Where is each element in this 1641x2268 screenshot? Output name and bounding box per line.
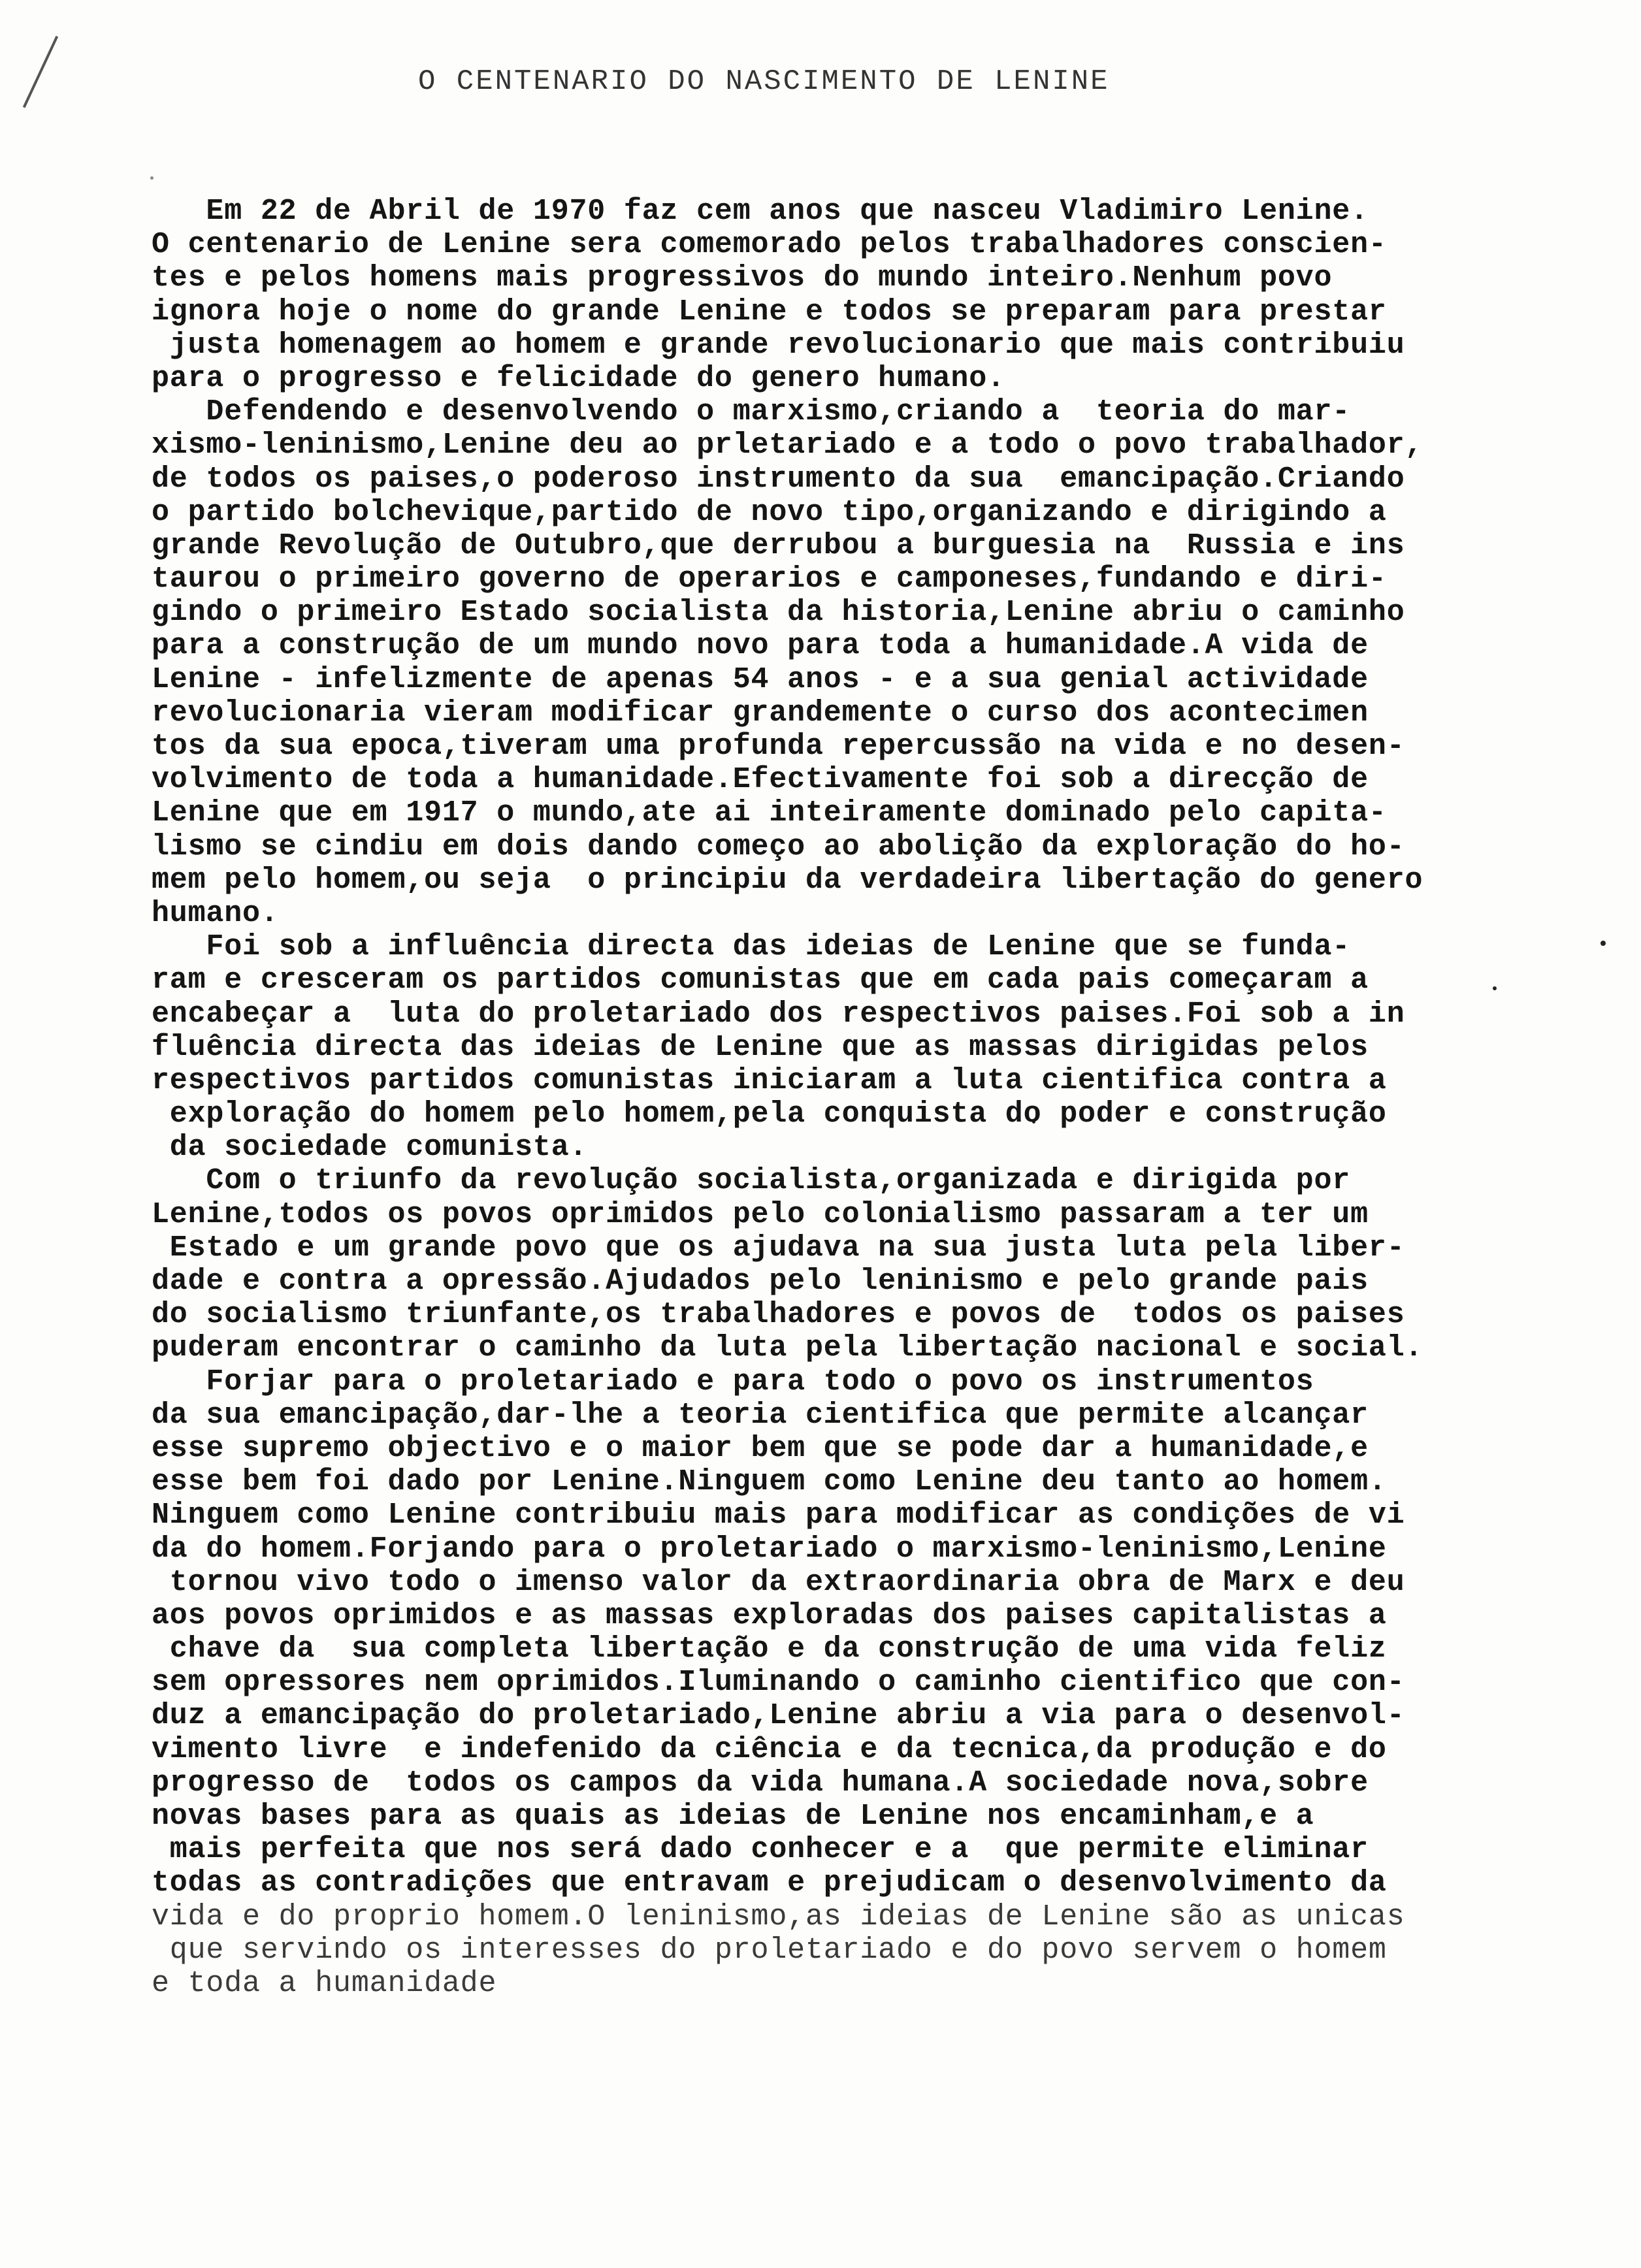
document-title: O CENTENARIO DO NASCIMENTO DE LENINE [418, 65, 1110, 98]
text-line: da do homem.Forjando para o proletariado o marxismo-leninismo,Lenine [152, 1532, 1387, 1566]
pen-stroke-mark [23, 36, 58, 108]
text-line: tornou vivo todo o imenso valor da extraordinaria obra de Marx e deu [152, 1565, 1405, 1599]
text-line: revolucionaria vieram modificar grandemente o curso dos acontecimen [152, 696, 1369, 730]
text-line: Forjar para o proletariado e para todo o povo os instrumentos [152, 1365, 1314, 1399]
text-line: exploração do homem pelo homem,pela conquista do poder e construção [152, 1097, 1387, 1131]
text-line: sem opressores nem oprimidos.Iluminando o caminho cientifico que con- [152, 1666, 1405, 1700]
text-line: xismo-leninismo,Lenine deu ao prletariado e a todo o povo trabalhador, [152, 429, 1423, 462]
text-line: lismo se cindiu em dois dando começo ao abolição da exploração do ho- [152, 830, 1405, 864]
text-line: todas as contradições que entravam e prejudicam o desenvolvimento da [152, 1866, 1387, 1900]
text-line: taurou o primeiro governo de operarios e camponeses,fundando e diri- [152, 562, 1387, 596]
ink-spot [150, 176, 154, 180]
text-line: aos povos oprimidos e as massas exploradas dos paises capitalistas a [152, 1598, 1387, 1632]
text-line: Em 22 de Abril de 1970 faz cem anos que nasceu Vladimiro Lenine. [152, 195, 1369, 228]
text-line: Estado e um grande povo que os ajudava na sua justa luta pela liber- [152, 1231, 1405, 1265]
text-line: Defendendo e desenvolvendo o marxismo,criando a teoria do mar- [152, 395, 1351, 429]
text-line: Ninguem como Lenine contribuiu mais para modificar as condições de vi [152, 1498, 1405, 1532]
text-line: para a construção de um mundo novo para toda a humanidade.A vida de [152, 629, 1369, 663]
text-line: Lenine que em 1917 o mundo,ate ai inteiramente dominado pelo capita- [152, 796, 1387, 830]
text-line: tos da sua epoca,tiveram uma profunda repercussão na vida e no desen- [152, 730, 1405, 763]
text-line: fluência directa das ideias de Lenine que as massas dirigidas pelos [152, 1030, 1369, 1064]
text-line: O centenario de Lenine sera comemorado pelos trabalhadores conscien- [152, 228, 1387, 262]
text-line: justa homenagem ao homem e grande revolucionario que mais contribuiu [152, 328, 1405, 362]
text-line: duz a emancipação do proletariado,Lenine abriu a via para o desenvol- [152, 1699, 1405, 1733]
text-line: Com o triunfo da revolução socialista,organizada e dirigida por [152, 1164, 1351, 1198]
text-line: da sociedade comunista. [152, 1131, 588, 1165]
text-line: dade e contra a opressão.Ajudados pelo leninismo e pelo grande pais [152, 1265, 1369, 1298]
text-line: esse bem foi dado por Lenine.Ninguem como Lenine deu tanto ao homem. [152, 1465, 1387, 1499]
document-body [152, 195, 1530, 2000]
text-line: puderam encontrar o caminho da luta pela libertação nacional e social. [152, 1331, 1423, 1365]
text-line: que servindo os interesses do proletariado e do povo servem o homem [152, 1933, 1387, 1967]
text-line: vida e do proprio homem.O leninismo,as ideias de Lenine são as unicas [152, 1900, 1405, 1934]
text-line: o partido bolchevique,partido de novo tipo,organizando e dirigindo a [152, 495, 1387, 529]
text-line: Lenine,todos os povos oprimidos pelo colonialismo passaram a ter um [152, 1197, 1369, 1231]
text-line: mem pelo homem,ou seja o principiu da verdadeira libertação do genero [152, 863, 1423, 897]
text-line: volvimento de toda a humanidade.Efectivamente foi sob a direcção de [152, 763, 1369, 797]
text-line: Foi sob a influência directa das ideias de Lenine que se funda- [152, 930, 1351, 964]
text-line: humano. [152, 896, 279, 930]
text-line: chave da sua completa libertação e da construção de uma vida feliz [152, 1632, 1387, 1666]
text-line: ram e cresceram os partidos comunistas que em cada pais começaram a [152, 964, 1369, 997]
text-line: progresso de todos os campos da vida humana.A sociedade nova,sobre [152, 1766, 1369, 1800]
text-line: e toda a humanidade [152, 1966, 497, 2000]
text-line: grande Revolução de Outubro,que derrubou a burguesia na Russia e ins [152, 528, 1405, 562]
text-line: encabeçar a luta do proletariado dos respectivos paises.Foi sob a in [152, 997, 1405, 1031]
text-line: vimento livre e indefenido da ciência e da tecnica,da produção e do [152, 1732, 1387, 1766]
text-line: gindo o primeiro Estado socialista da historia,Lenine abriu o caminho [152, 596, 1405, 630]
text-line: Lenine - infelizmente de apenas 54 anos - e a sua genial actividade [152, 662, 1369, 696]
text-line: de todos os paises,o poderoso instrumento da sua emancipação.Criando [152, 462, 1405, 496]
text-line: mais perfeita que nos será dado conhecer e a que permite eliminar [152, 1833, 1369, 1867]
text-line: ignora hoje o nome do grande Lenine e todos se preparam para prestar [152, 295, 1387, 329]
text-line: esse supremo objectivo e o maior bem que se pode dar a humanidade,e [152, 1431, 1369, 1465]
text-line: respectivos partidos comunistas iniciaram a luta cientifica contra a [152, 1063, 1387, 1097]
text-line: do socialismo triunfante,os trabalhadores e povos de todos os paises [152, 1298, 1405, 1332]
text-line: tes e pelos homens mais progressivos do mundo inteiro.Nenhum povo [152, 261, 1333, 295]
text-line: novas bases para as quais as ideias de Lenine nos encaminham,e a [152, 1800, 1314, 1833]
text-line: da sua emancipação,dar-lhe a teoria cientifica que permite alcançar [152, 1398, 1369, 1432]
ink-spot [1600, 941, 1606, 946]
text-line: para o progresso e felicidade do genero humano. [152, 361, 1005, 395]
